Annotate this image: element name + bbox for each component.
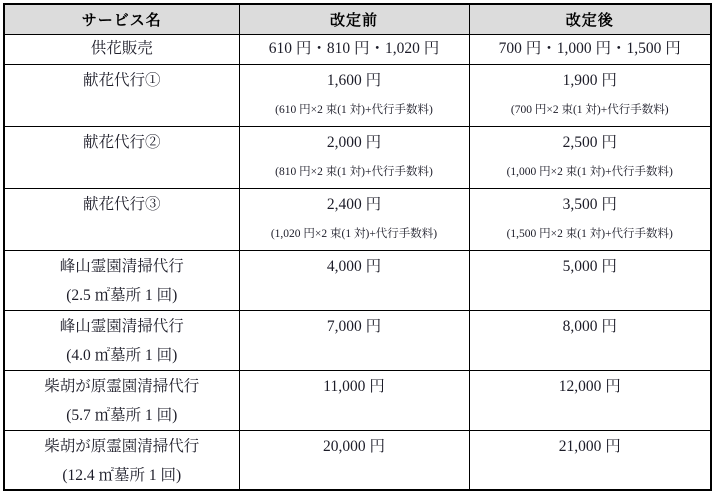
service-cell [4,126,239,188]
service-spec: (4.0 ㎡墓所 1 回) [66,346,178,364]
table-row [4,126,711,188]
service-cell [4,250,239,310]
price-revision-table [3,3,712,491]
service-name: 柴胡が原霊園清掃代行 [44,377,200,395]
price-value: 12,000 円 [558,377,621,395]
service-cell [4,310,239,370]
price-after-cell [469,310,711,370]
price-after-cell [469,188,711,250]
price-after-cell [469,34,711,64]
price-after-cell [469,64,711,126]
price-value: 21,000 円 [558,437,621,455]
price-value: 20,000 円 [322,437,385,455]
service-name: 峰山霊園清掃代行 [59,317,184,335]
service-spec: (2.5 ㎡墓所 1 回) [66,286,178,304]
service-cell [4,188,239,250]
price-before-cell [239,370,469,430]
table-row [4,310,711,370]
price-before-cell [239,126,469,188]
service-cell [4,34,239,64]
column-header-after: 改定後 [469,4,711,34]
service-cell [4,370,239,430]
table-row [4,430,711,490]
service-cell [4,430,239,490]
service-name: 献花代行③ [82,195,161,213]
table-row [4,250,711,310]
table-header [4,4,711,34]
column-header-service: サービス名 [4,4,239,34]
price-value: 700 円・1,000 円・1,500 円 [498,40,681,57]
price-value: 5,000 円 [562,257,617,275]
price-before-cell [239,430,469,490]
price-note: (810 円×2 束(1 対)+代行手数料) [275,165,433,178]
table-row [4,370,711,430]
price-value: 7,000 円 [326,317,382,335]
price-value: 1,600 円 [326,71,382,89]
price-after-cell [469,370,711,430]
table-row [4,34,711,64]
price-note: (1,500 円×2 束(1 対)+代行手数料) [506,227,673,240]
price-value: 2,500 円 [562,133,617,151]
price-before-cell [239,34,469,64]
service-name: 峰山霊園清掃代行 [59,257,184,275]
price-value: 8,000 円 [562,317,617,335]
price-value: 3,500 円 [562,195,617,213]
price-after-cell [469,430,711,490]
table-row [4,188,711,250]
header-row [4,4,711,34]
price-after-cell [469,126,711,188]
service-name: 献花代行① [82,71,161,89]
price-note: (1,020 円×2 束(1 対)+代行手数料) [270,227,438,240]
price-value: 2,000 円 [326,133,382,151]
price-note: (1,000 円×2 束(1 対)+代行手数料) [506,165,673,178]
service-spec: (5.7 ㎡墓所 1 回) [66,406,178,424]
price-before-cell [239,310,469,370]
price-note: (700 円×2 束(1 対)+代行手数料) [510,103,669,116]
price-before-cell [239,188,469,250]
price-after-cell [469,250,711,310]
service-name: 供花販売 [90,40,153,57]
price-value: 2,400 円 [326,195,382,213]
price-before-cell [239,250,469,310]
price-value: 4,000 円 [326,257,382,275]
column-header-before: 改定前 [239,4,469,34]
service-name: 献花代行② [82,133,161,151]
service-name: 柴胡が原霊園清掃代行 [44,437,200,455]
price-before-cell [239,64,469,126]
price-note: (610 円×2 束(1 対)+代行手数料) [275,103,433,116]
table-row [4,64,711,126]
price-value: 1,900 円 [562,71,617,89]
service-spec: (12.4 ㎡墓所 1 回) [62,466,182,484]
table-body [4,34,711,490]
price-value: 11,000 円 [323,377,385,395]
service-cell [4,64,239,126]
price-value: 610 円・810 円・1,020 円 [268,40,440,57]
